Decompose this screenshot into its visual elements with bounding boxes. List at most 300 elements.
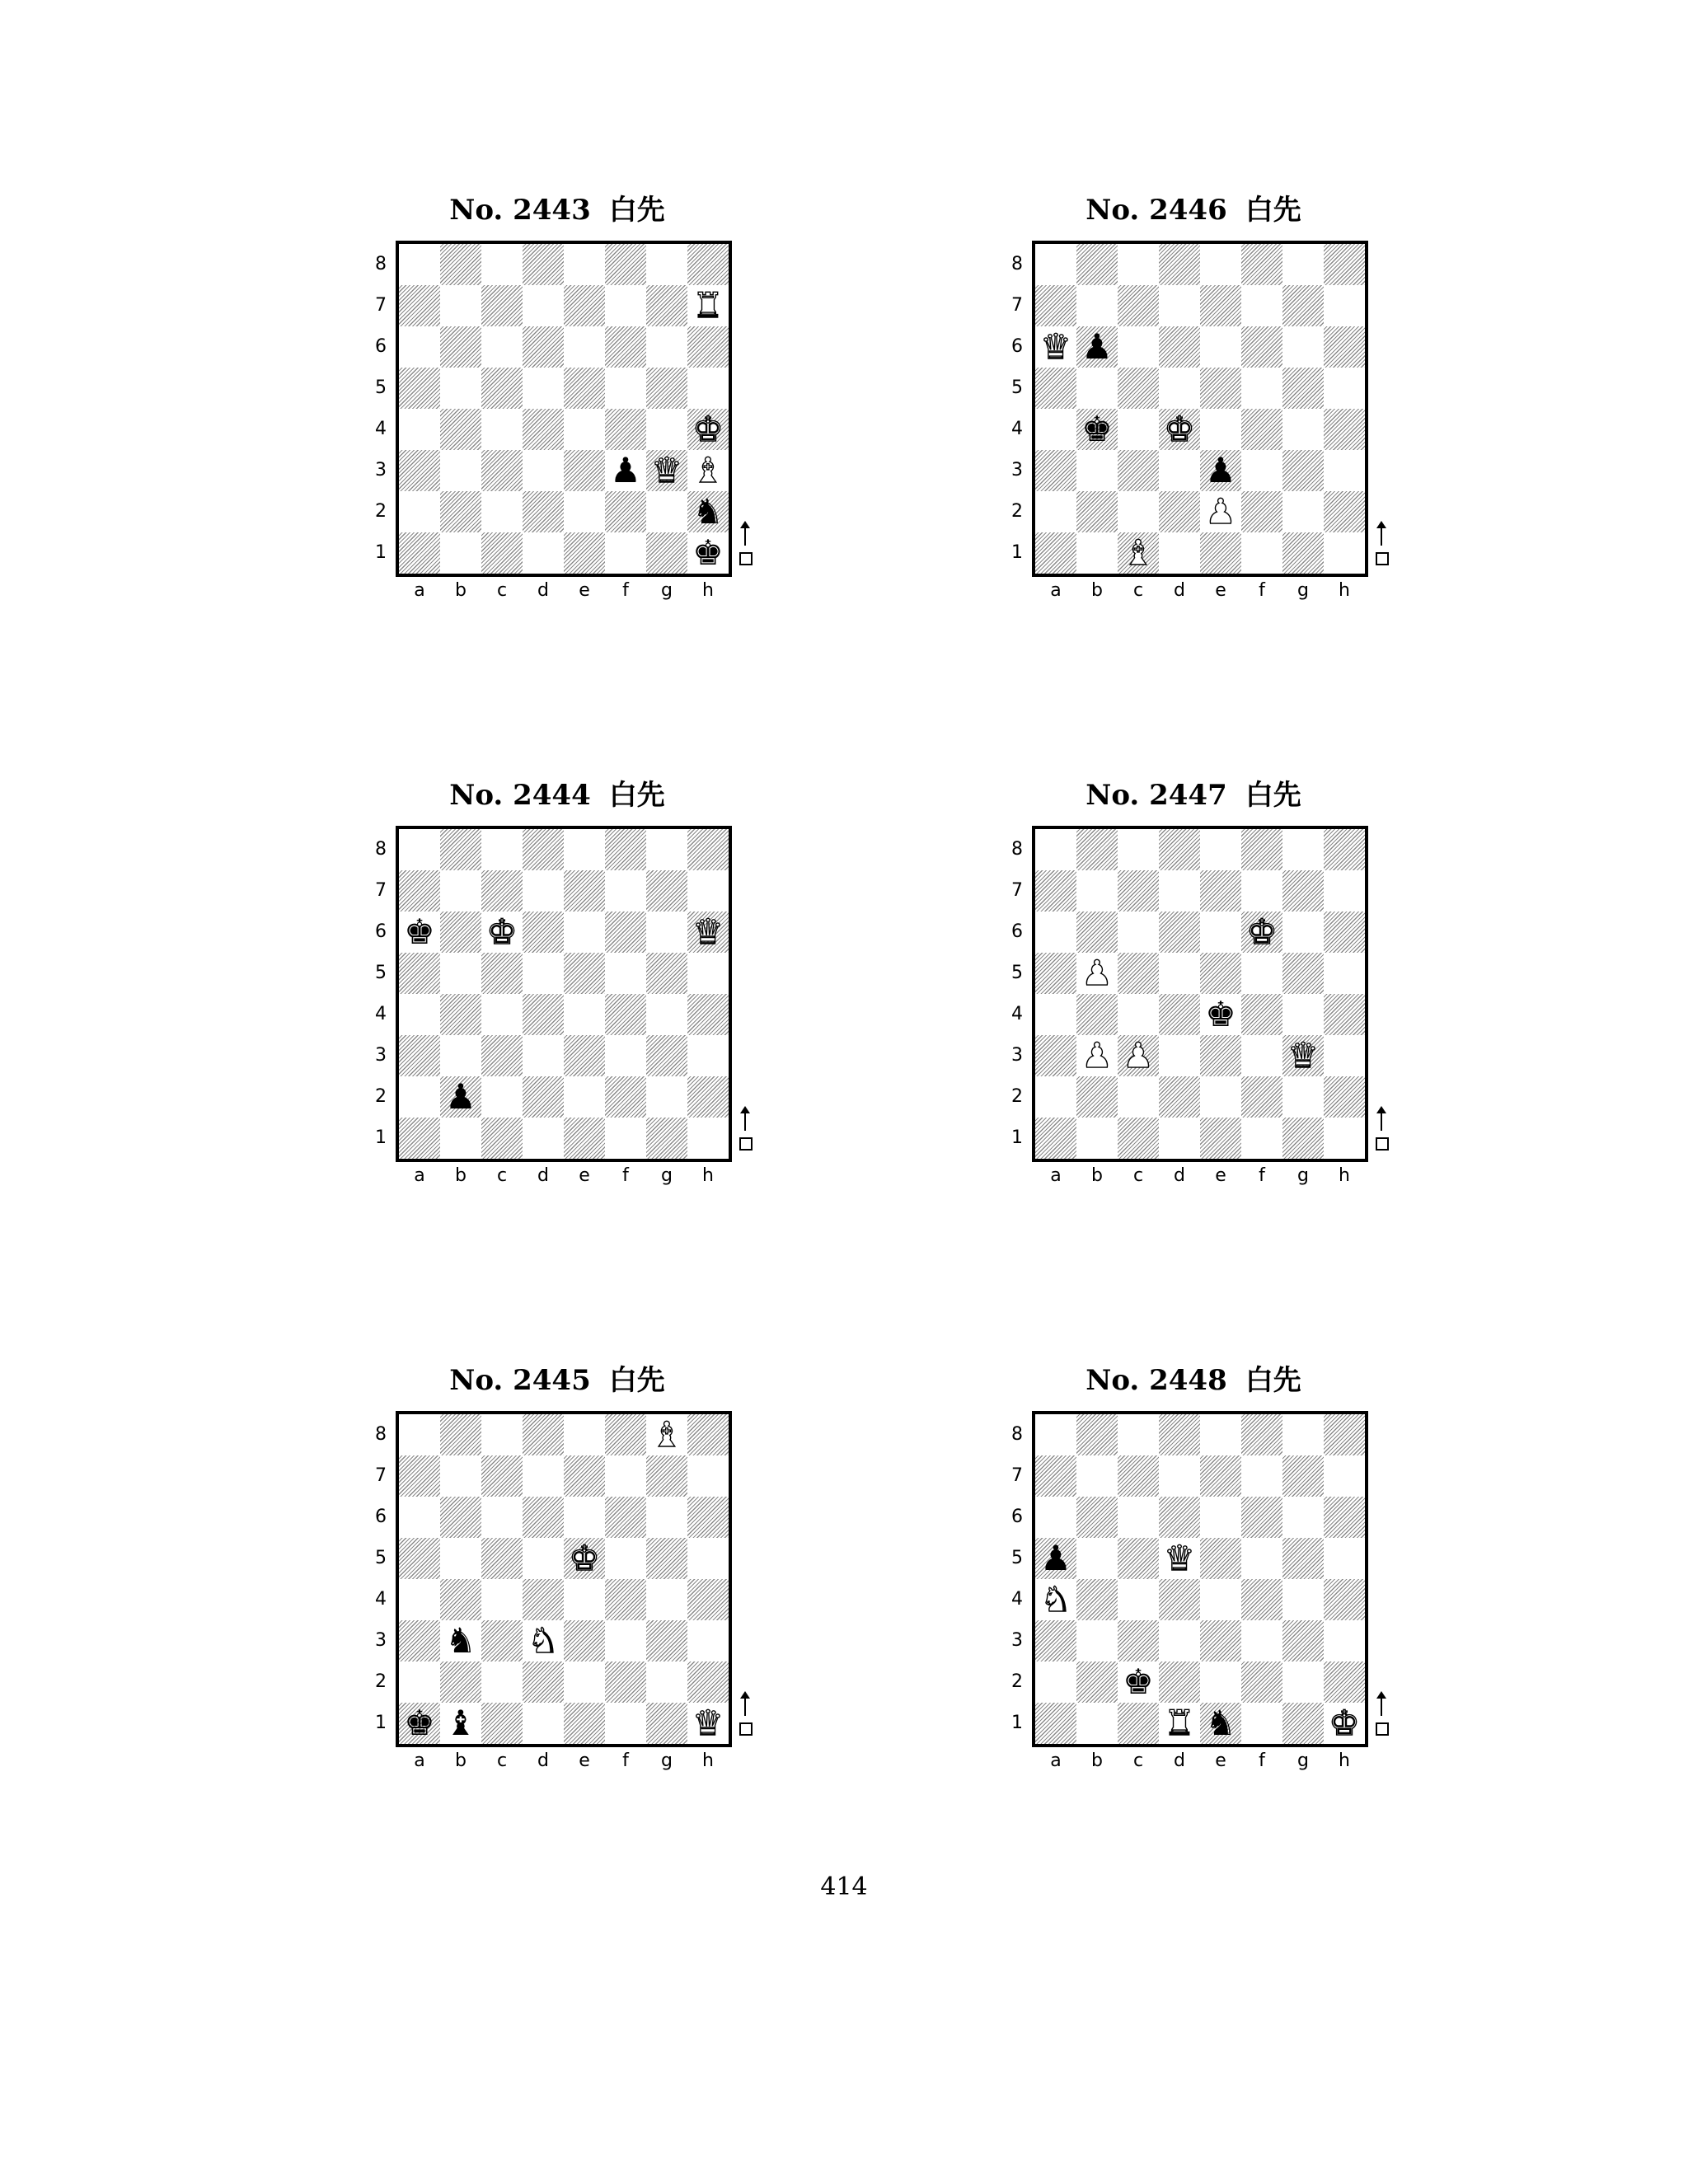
square-h8 <box>1324 244 1365 285</box>
square-h5 <box>687 368 729 409</box>
square-e3 <box>564 1620 605 1661</box>
square-a2 <box>399 491 440 532</box>
square-b8 <box>1076 244 1118 285</box>
black-king-icon: ♚ <box>404 912 435 952</box>
square-d4 <box>523 409 564 450</box>
square-b6 <box>440 326 481 368</box>
square-f1 <box>1241 532 1282 574</box>
chessboard <box>396 826 732 1162</box>
white-bishop-icon: ♝ <box>1123 532 1154 573</box>
square-b4 <box>1076 409 1118 450</box>
square-f3 <box>1241 1620 1282 1661</box>
square-h8 <box>687 244 729 285</box>
white-pawn-icon: ♟ <box>1081 953 1113 993</box>
square-b3 <box>1076 1035 1118 1076</box>
square-b8 <box>1076 829 1118 870</box>
rank-label: 4 <box>375 1004 387 1024</box>
square-a8 <box>1035 829 1076 870</box>
square-b8 <box>1076 1414 1118 1455</box>
rank-label: 7 <box>1011 1465 1023 1486</box>
chessboard <box>1032 826 1368 1162</box>
square-d4 <box>1159 1579 1200 1620</box>
white-square-icon <box>739 1137 753 1151</box>
square-d5 <box>523 953 564 994</box>
square-c1 <box>481 1118 523 1159</box>
square-c5 <box>1118 368 1159 409</box>
square-d6 <box>1159 326 1200 368</box>
square-f2 <box>605 491 646 532</box>
file-label: f <box>1259 1165 1265 1186</box>
square-b5 <box>1076 1538 1118 1579</box>
square-d2 <box>523 1076 564 1118</box>
black-king-icon: ♚ <box>692 532 724 573</box>
rank-label: 6 <box>1011 1507 1023 1527</box>
rank-label: 1 <box>1011 1127 1023 1148</box>
white-to-move-indicator <box>737 1104 753 1154</box>
square-b4 <box>1076 994 1118 1035</box>
file-label: h <box>702 1165 714 1186</box>
square-a7 <box>1035 1455 1076 1497</box>
square-a5 <box>399 368 440 409</box>
square-e3 <box>1200 1035 1241 1076</box>
file-label: c <box>496 580 508 601</box>
arrow-up-icon <box>1381 523 1382 546</box>
rank-label: 7 <box>375 295 387 316</box>
square-b4 <box>440 994 481 1035</box>
square-b4 <box>440 409 481 450</box>
black-knight-icon: ♞ <box>692 491 724 532</box>
square-d4 <box>1159 409 1200 450</box>
square-a2 <box>1035 1076 1076 1118</box>
square-g6 <box>1282 1497 1324 1538</box>
square-d3 <box>1159 1620 1200 1661</box>
white-square-icon <box>1376 1137 1389 1151</box>
square-a1 <box>1035 532 1076 574</box>
square-h2 <box>1324 1661 1365 1703</box>
square-e2 <box>564 1661 605 1703</box>
square-h6 <box>1324 912 1365 953</box>
square-g8 <box>1282 829 1324 870</box>
square-g3 <box>646 1620 687 1661</box>
file-label: d <box>537 1750 549 1771</box>
square-g6 <box>1282 912 1324 953</box>
square-a6 <box>399 912 440 953</box>
square-d1 <box>523 1118 564 1159</box>
black-pawn-icon: ♟ <box>1040 1538 1071 1578</box>
square-d2 <box>523 491 564 532</box>
file-label: a <box>1050 1750 1062 1771</box>
white-queen-icon: ♛ <box>651 450 682 490</box>
square-a4 <box>1035 1579 1076 1620</box>
square-d5 <box>1159 953 1200 994</box>
square-f8 <box>1241 829 1282 870</box>
square-g1 <box>1282 1118 1324 1159</box>
white-to-move-indicator <box>1373 1104 1390 1154</box>
square-c3 <box>1118 1620 1159 1661</box>
square-c7 <box>1118 1455 1159 1497</box>
square-f6 <box>1241 326 1282 368</box>
square-c5 <box>481 1538 523 1579</box>
square-e8 <box>1200 829 1241 870</box>
square-c1 <box>481 1703 523 1744</box>
square-f3 <box>605 450 646 491</box>
rank-label: 8 <box>1011 839 1023 860</box>
square-d7 <box>523 1455 564 1497</box>
file-label: g <box>661 1750 673 1771</box>
problem-diagram <box>310 775 804 1236</box>
rank-label: 6 <box>375 921 387 942</box>
square-a8 <box>399 1414 440 1455</box>
square-e4 <box>564 1579 605 1620</box>
square-h4 <box>687 409 729 450</box>
square-g2 <box>646 491 687 532</box>
square-h3 <box>687 1620 729 1661</box>
square-d3 <box>1159 1035 1200 1076</box>
square-f3 <box>605 1620 646 1661</box>
square-f1 <box>1241 1118 1282 1159</box>
square-c2 <box>1118 491 1159 532</box>
rank-label: 2 <box>375 1086 387 1107</box>
square-c2 <box>1118 1661 1159 1703</box>
square-d3 <box>523 1035 564 1076</box>
square-e7 <box>564 870 605 912</box>
square-e2 <box>1200 1661 1241 1703</box>
square-h5 <box>1324 368 1365 409</box>
square-a5 <box>1035 953 1076 994</box>
file-label: a <box>1050 580 1062 601</box>
square-d6 <box>1159 912 1200 953</box>
square-e8 <box>564 829 605 870</box>
white-knight-icon: ♞ <box>1040 1579 1071 1619</box>
black-knight-icon: ♞ <box>1205 1703 1236 1743</box>
problem-title <box>310 190 804 231</box>
square-f1 <box>1241 1703 1282 1744</box>
square-d8 <box>523 244 564 285</box>
square-a8 <box>399 244 440 285</box>
square-h2 <box>1324 491 1365 532</box>
square-f7 <box>605 870 646 912</box>
rank-label: 3 <box>375 1630 387 1651</box>
black-king-icon: ♚ <box>1205 994 1236 1034</box>
square-a3 <box>1035 450 1076 491</box>
square-a7 <box>399 285 440 326</box>
rank-label: 7 <box>1011 295 1023 316</box>
square-f4 <box>1241 1579 1282 1620</box>
file-label: g <box>1297 1165 1309 1186</box>
white-pawn-icon: ♟ <box>1123 1035 1154 1076</box>
file-label: c <box>1132 1750 1144 1771</box>
file-label: c <box>496 1750 508 1771</box>
square-g1 <box>646 532 687 574</box>
square-a2 <box>399 1076 440 1118</box>
square-e6 <box>1200 326 1241 368</box>
square-c2 <box>481 1076 523 1118</box>
square-f8 <box>605 1414 646 1455</box>
file-label: g <box>1297 580 1309 601</box>
arrow-up-icon <box>744 523 746 546</box>
white-queen-icon: ♛ <box>1164 1538 1195 1578</box>
square-d7 <box>523 285 564 326</box>
file-label: a <box>414 580 425 601</box>
square-g4 <box>646 409 687 450</box>
square-e3 <box>1200 1620 1241 1661</box>
rank-label: 6 <box>375 336 387 357</box>
problem-title <box>310 1360 804 1401</box>
square-e5 <box>1200 1538 1241 1579</box>
square-c6 <box>481 326 523 368</box>
square-g7 <box>646 1455 687 1497</box>
square-c5 <box>1118 1538 1159 1579</box>
white-to-move-indicator <box>1373 1690 1390 1739</box>
white-to-move-indicator <box>1373 519 1390 569</box>
square-f6 <box>605 326 646 368</box>
square-b1 <box>440 1118 481 1159</box>
square-c6 <box>481 1497 523 1538</box>
square-c3 <box>481 450 523 491</box>
square-h4 <box>1324 409 1365 450</box>
square-h5 <box>687 953 729 994</box>
square-e6 <box>564 912 605 953</box>
square-f4 <box>1241 409 1282 450</box>
square-h7 <box>1324 870 1365 912</box>
side-to-move: 白先 <box>1245 779 1301 812</box>
square-g3 <box>646 1035 687 1076</box>
square-f7 <box>1241 285 1282 326</box>
square-g2 <box>1282 491 1324 532</box>
file-label: b <box>1091 580 1103 601</box>
file-label: f <box>622 580 629 601</box>
square-d4 <box>1159 994 1200 1035</box>
file-label: f <box>622 1750 629 1771</box>
square-g8 <box>646 244 687 285</box>
square-a5 <box>399 1538 440 1579</box>
white-pawn-icon: ♟ <box>1081 1035 1113 1076</box>
square-f4 <box>605 994 646 1035</box>
square-f4 <box>605 1579 646 1620</box>
problem-diagram <box>310 190 804 651</box>
square-g5 <box>1282 368 1324 409</box>
square-d5 <box>523 1538 564 1579</box>
square-a5 <box>1035 1538 1076 1579</box>
square-h3 <box>687 1035 729 1076</box>
square-d1 <box>523 532 564 574</box>
square-d5 <box>523 368 564 409</box>
white-to-move-indicator <box>737 519 753 569</box>
square-g7 <box>646 285 687 326</box>
white-queen-icon: ♛ <box>692 912 724 952</box>
rank-label: 5 <box>375 963 387 983</box>
square-c2 <box>481 491 523 532</box>
square-c6 <box>481 912 523 953</box>
square-a4 <box>1035 994 1076 1035</box>
square-a4 <box>399 409 440 450</box>
square-e6 <box>1200 912 1241 953</box>
square-h6 <box>1324 1497 1365 1538</box>
square-b1 <box>440 532 481 574</box>
square-h8 <box>687 1414 729 1455</box>
square-f8 <box>605 829 646 870</box>
square-e1 <box>564 1703 605 1744</box>
square-c2 <box>1118 1076 1159 1118</box>
square-c8 <box>1118 1414 1159 1455</box>
square-h4 <box>1324 1579 1365 1620</box>
black-king-icon: ♚ <box>1081 409 1113 449</box>
white-rook-icon: ♜ <box>692 285 724 326</box>
square-h8 <box>687 829 729 870</box>
square-a1 <box>1035 1703 1076 1744</box>
square-e6 <box>1200 1497 1241 1538</box>
square-g5 <box>1282 1538 1324 1579</box>
chessboard <box>1032 241 1368 577</box>
file-label: g <box>661 1165 673 1186</box>
white-king-icon: ♚ <box>1329 1703 1360 1743</box>
square-g7 <box>1282 870 1324 912</box>
square-e5 <box>1200 368 1241 409</box>
square-b1 <box>1076 1703 1118 1744</box>
square-f7 <box>1241 870 1282 912</box>
square-c8 <box>481 829 523 870</box>
square-d2 <box>523 1661 564 1703</box>
square-c4 <box>1118 994 1159 1035</box>
square-b7 <box>1076 285 1118 326</box>
square-e7 <box>1200 1455 1241 1497</box>
square-b7 <box>440 1455 481 1497</box>
white-queen-icon: ♛ <box>692 1703 724 1743</box>
square-b7 <box>1076 1455 1118 1497</box>
square-d1 <box>1159 1703 1200 1744</box>
square-f5 <box>605 1538 646 1579</box>
square-g3 <box>646 450 687 491</box>
square-d7 <box>1159 285 1200 326</box>
square-b4 <box>440 1579 481 1620</box>
square-c4 <box>1118 1579 1159 1620</box>
square-h3 <box>1324 450 1365 491</box>
white-king-icon: ♚ <box>569 1538 600 1578</box>
square-a7 <box>1035 285 1076 326</box>
square-c3 <box>481 1035 523 1076</box>
square-c8 <box>1118 244 1159 285</box>
rank-label: 4 <box>1011 1004 1023 1024</box>
square-f3 <box>1241 1035 1282 1076</box>
file-label: f <box>622 1165 629 1186</box>
problem-number: No. 2443 <box>449 194 591 227</box>
square-a1 <box>1035 1118 1076 1159</box>
square-a5 <box>1035 368 1076 409</box>
square-f6 <box>605 912 646 953</box>
square-d6 <box>523 1497 564 1538</box>
square-b3 <box>440 1620 481 1661</box>
rank-label: 2 <box>1011 1086 1023 1107</box>
square-b6 <box>440 912 481 953</box>
square-c8 <box>481 244 523 285</box>
square-h2 <box>687 1661 729 1703</box>
square-h6 <box>1324 326 1365 368</box>
square-a3 <box>399 1620 440 1661</box>
problem-number: No. 2448 <box>1085 1364 1227 1397</box>
square-g2 <box>646 1076 687 1118</box>
square-g3 <box>1282 1620 1324 1661</box>
rank-label: 7 <box>375 880 387 901</box>
square-f7 <box>605 285 646 326</box>
rank-label: 1 <box>1011 1713 1023 1733</box>
file-label: f <box>1259 580 1265 601</box>
file-label: d <box>1174 1165 1185 1186</box>
black-pawn-icon: ♟ <box>1205 450 1236 490</box>
black-bishop-icon: ♝ <box>445 1703 476 1743</box>
file-label: b <box>1091 1750 1103 1771</box>
side-to-move: 白先 <box>608 1364 665 1397</box>
square-a6 <box>399 326 440 368</box>
rank-label: 2 <box>1011 501 1023 522</box>
square-d3 <box>523 450 564 491</box>
square-e7 <box>564 1455 605 1497</box>
rank-label: 3 <box>375 460 387 480</box>
square-a5 <box>399 953 440 994</box>
square-f7 <box>1241 1455 1282 1497</box>
rank-label: 4 <box>375 419 387 439</box>
square-f5 <box>1241 1538 1282 1579</box>
square-g6 <box>1282 326 1324 368</box>
square-a7 <box>399 870 440 912</box>
file-label: a <box>1050 1165 1062 1186</box>
white-pawn-icon: ♟ <box>1205 491 1236 532</box>
square-b3 <box>1076 1620 1118 1661</box>
rank-label: 6 <box>375 1507 387 1527</box>
rank-label: 3 <box>375 1045 387 1066</box>
square-d4 <box>523 994 564 1035</box>
square-h4 <box>1324 994 1365 1035</box>
square-g1 <box>646 1118 687 1159</box>
square-d6 <box>523 326 564 368</box>
problem-title <box>310 775 804 816</box>
square-a3 <box>399 450 440 491</box>
white-queen-icon: ♛ <box>1040 326 1071 367</box>
square-c6 <box>1118 326 1159 368</box>
square-a4 <box>399 1579 440 1620</box>
white-square-icon <box>1376 1722 1389 1736</box>
square-h6 <box>687 326 729 368</box>
square-a6 <box>1035 1497 1076 1538</box>
square-f1 <box>605 1703 646 1744</box>
square-g6 <box>646 1497 687 1538</box>
square-b6 <box>1076 912 1118 953</box>
square-f6 <box>1241 1497 1282 1538</box>
square-b7 <box>440 285 481 326</box>
square-e4 <box>564 994 605 1035</box>
square-h7 <box>687 870 729 912</box>
square-b5 <box>440 953 481 994</box>
white-knight-icon: ♞ <box>528 1620 559 1661</box>
file-label: e <box>1215 1750 1226 1771</box>
square-c7 <box>481 285 523 326</box>
square-g8 <box>646 829 687 870</box>
square-c4 <box>481 409 523 450</box>
white-king-icon: ♚ <box>1164 409 1195 449</box>
white-square-icon <box>739 552 753 565</box>
square-g5 <box>1282 953 1324 994</box>
rank-label: 1 <box>375 542 387 563</box>
problem-diagram <box>946 1360 1441 1821</box>
square-c5 <box>481 368 523 409</box>
square-d6 <box>523 912 564 953</box>
square-c1 <box>1118 1703 1159 1744</box>
square-h5 <box>1324 953 1365 994</box>
square-g7 <box>1282 285 1324 326</box>
black-king-icon: ♚ <box>1123 1661 1154 1702</box>
white-bishop-icon: ♝ <box>651 1414 682 1455</box>
arrow-up-icon <box>744 1693 746 1716</box>
rank-label: 5 <box>1011 1548 1023 1568</box>
